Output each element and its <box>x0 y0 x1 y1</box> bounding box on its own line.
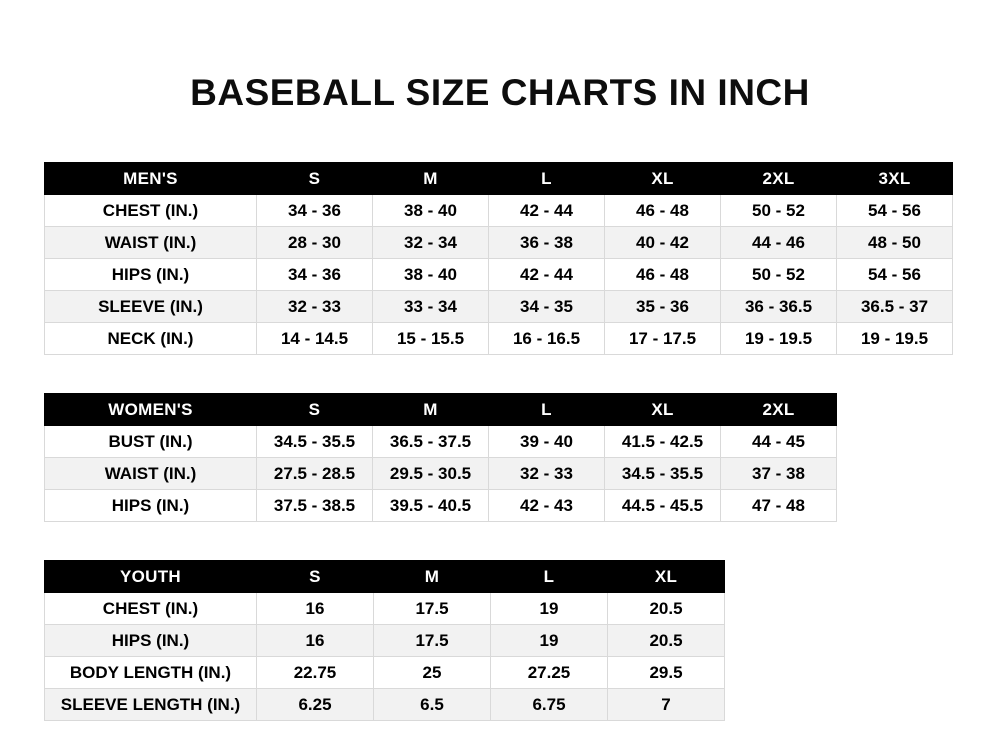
mens-size-table <box>44 162 953 355</box>
cell: 32 - 33 <box>257 291 373 323</box>
cell: 34 - 35 <box>489 291 605 323</box>
cell: 36.5 - 37.5 <box>373 426 489 458</box>
womens-header-xl: XL <box>605 394 721 426</box>
cell: 28 - 30 <box>257 227 373 259</box>
table-header-row <box>45 394 837 426</box>
mens-header-category: MEN'S <box>45 163 257 195</box>
cell: 14 - 14.5 <box>257 323 373 355</box>
mens-header-l: L <box>489 163 605 195</box>
table-row <box>45 490 837 522</box>
youth-header-xl: XL <box>608 561 725 593</box>
cell: 16 <box>257 593 374 625</box>
cell: 38 - 40 <box>373 259 489 291</box>
cell: 34 - 36 <box>257 195 373 227</box>
cell: 27.5 - 28.5 <box>257 458 373 490</box>
table-spacer <box>44 522 956 560</box>
cell: 27.25 <box>491 657 608 689</box>
cell: 36.5 - 37 <box>837 291 953 323</box>
cell: 7 <box>608 689 725 721</box>
row-label: WAIST (IN.) <box>45 227 257 259</box>
cell: 16 <box>257 625 374 657</box>
womens-size-table <box>44 393 837 522</box>
cell: 25 <box>374 657 491 689</box>
cell: 36 - 36.5 <box>721 291 837 323</box>
cell: 50 - 52 <box>721 259 837 291</box>
cell: 6.5 <box>374 689 491 721</box>
row-label: WAIST (IN.) <box>45 458 257 490</box>
row-label: HIPS (IN.) <box>45 625 257 657</box>
row-label: HIPS (IN.) <box>45 259 257 291</box>
cell: 46 - 48 <box>605 259 721 291</box>
youth-size-table <box>44 560 725 721</box>
cell: 17.5 <box>374 625 491 657</box>
cell: 19 <box>491 625 608 657</box>
cell: 37 - 38 <box>721 458 837 490</box>
table-row <box>45 323 953 355</box>
table-row <box>45 593 725 625</box>
mens-header-m: M <box>373 163 489 195</box>
table-row <box>45 259 953 291</box>
row-label: SLEEVE LENGTH (IN.) <box>45 689 257 721</box>
cell: 16 - 16.5 <box>489 323 605 355</box>
table-row <box>45 625 725 657</box>
cell: 19 - 19.5 <box>721 323 837 355</box>
table-row <box>45 458 837 490</box>
table-header-row <box>45 561 725 593</box>
youth-header-s: S <box>257 561 374 593</box>
mens-header-3xl: 3XL <box>837 163 953 195</box>
cell: 19 - 19.5 <box>837 323 953 355</box>
cell: 34.5 - 35.5 <box>605 458 721 490</box>
row-label: NECK (IN.) <box>45 323 257 355</box>
youth-header-m: M <box>374 561 491 593</box>
mens-header-s: S <box>257 163 373 195</box>
table-row <box>45 426 837 458</box>
cell: 38 - 40 <box>373 195 489 227</box>
row-label: CHEST (IN.) <box>45 195 257 227</box>
cell: 46 - 48 <box>605 195 721 227</box>
table-row <box>45 227 953 259</box>
cell: 41.5 - 42.5 <box>605 426 721 458</box>
cell: 6.25 <box>257 689 374 721</box>
cell: 47 - 48 <box>721 490 837 522</box>
cell: 54 - 56 <box>837 259 953 291</box>
cell: 44 - 45 <box>721 426 837 458</box>
cell: 50 - 52 <box>721 195 837 227</box>
youth-header-category: YOUTH <box>45 561 257 593</box>
cell: 44.5 - 45.5 <box>605 490 721 522</box>
page-title: BASEBALL SIZE CHARTS IN INCH <box>190 72 810 113</box>
cell: 40 - 42 <box>605 227 721 259</box>
womens-header-s: S <box>257 394 373 426</box>
cell: 42 - 44 <box>489 259 605 291</box>
cell: 20.5 <box>608 593 725 625</box>
cell: 39 - 40 <box>489 426 605 458</box>
table-row <box>45 195 953 227</box>
cell: 33 - 34 <box>373 291 489 323</box>
cell: 32 - 33 <box>489 458 605 490</box>
cell: 42 - 43 <box>489 490 605 522</box>
cell: 17.5 <box>374 593 491 625</box>
mens-header-xl: XL <box>605 163 721 195</box>
row-label: SLEEVE (IN.) <box>45 291 257 323</box>
cell: 54 - 56 <box>837 195 953 227</box>
cell: 36 - 38 <box>489 227 605 259</box>
cell: 19 <box>491 593 608 625</box>
cell: 32 - 34 <box>373 227 489 259</box>
row-label: HIPS (IN.) <box>45 490 257 522</box>
womens-header-m: M <box>373 394 489 426</box>
table-header-row <box>45 163 953 195</box>
table-row <box>45 689 725 721</box>
cell: 6.75 <box>491 689 608 721</box>
cell: 44 - 46 <box>721 227 837 259</box>
row-label: CHEST (IN.) <box>45 593 257 625</box>
cell: 15 - 15.5 <box>373 323 489 355</box>
cell: 29.5 - 30.5 <box>373 458 489 490</box>
tables-container <box>0 162 1000 721</box>
mens-header-2xl: 2XL <box>721 163 837 195</box>
row-label: BUST (IN.) <box>45 426 257 458</box>
cell: 39.5 - 40.5 <box>373 490 489 522</box>
womens-header-category: WOMEN'S <box>45 394 257 426</box>
table-spacer <box>44 355 956 393</box>
cell: 35 - 36 <box>605 291 721 323</box>
cell: 20.5 <box>608 625 725 657</box>
row-label: BODY LENGTH (IN.) <box>45 657 257 689</box>
table-row <box>45 657 725 689</box>
womens-header-2xl: 2XL <box>721 394 837 426</box>
cell: 29.5 <box>608 657 725 689</box>
cell: 48 - 50 <box>837 227 953 259</box>
cell: 42 - 44 <box>489 195 605 227</box>
youth-header-l: L <box>491 561 608 593</box>
cell: 17 - 17.5 <box>605 323 721 355</box>
table-row <box>45 291 953 323</box>
womens-header-l: L <box>489 394 605 426</box>
cell: 34 - 36 <box>257 259 373 291</box>
cell: 37.5 - 38.5 <box>257 490 373 522</box>
cell: 22.75 <box>257 657 374 689</box>
cell: 34.5 - 35.5 <box>257 426 373 458</box>
